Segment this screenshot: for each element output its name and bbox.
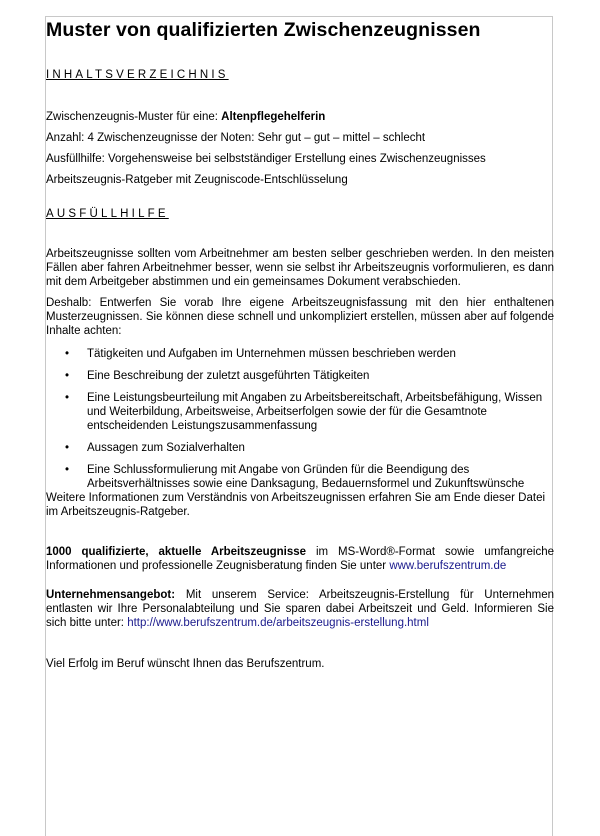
list-item (46, 347, 554, 361)
toc-line (46, 110, 554, 131)
list-item-text: Tätigkeiten und Aufgaben im Unternehmen müssen beschrieben werden (87, 348, 456, 360)
toc-line-text: Anzahl: 4 Zwischenzeugnisse der Noten: Sehr gut – gut – mittel – schlecht (46, 132, 426, 144)
company-text: Mit unserem Service: Arbeitszeugnis-Erstellung für Unternehmen entlasten wir Ihre Personalabteilung und Sie sparen dabei Arbeitszeit und Geld. Informieren Sie sich bitte unter: (46, 589, 554, 629)
bullet-icon: • (65, 464, 70, 476)
list-item-text: Eine Leistungsbeurteilung mit Angaben zu Arbeitsbereitschaft, Arbeitsbefähigung, Wissen und Weiterbildung, Arbeitsweise, Arbeitserfolgen sowie der für die Gesamtnote entscheidenden Leistungszusammenfassung (87, 392, 543, 432)
toc-line-text: Ausfüllhilfe: Vorgehensweise bei selbstständiger Erstellung eines Zwischenzeugnisses (46, 153, 486, 165)
toc-line-text: Arbeitszeugnis-Ratgeber mit Zeugniscode-Entschlüsselung (46, 174, 348, 186)
toc-line (46, 173, 554, 194)
toc-line-text: Zwischenzeugnis-Muster für eine: (46, 111, 222, 123)
promo-paragraph (46, 545, 554, 573)
company-paragraph (46, 588, 554, 630)
list-item-text: Eine Schlussformulierung mit Angabe von Gründen für die Beendigung des Arbeitsverhältnisses sowie eine Danksagung, Bedauernsformel und Zukunftswünsche (87, 464, 525, 490)
toc-list (46, 110, 554, 194)
bullet-icon: • (65, 348, 70, 360)
requirements-list (46, 347, 554, 491)
list-item (46, 463, 554, 491)
promo-text: im MS-Word®-Format sowie umfangreiche Informationen und professionelle Zeugnisberatung finden Sie unter (46, 546, 554, 572)
bullet-icon: • (65, 370, 70, 382)
bullet-icon: • (65, 392, 70, 404)
closing-line: Viel Erfolg im Beruf wünscht Ihnen das Berufszentrum. (46, 658, 325, 670)
toc-line (46, 152, 554, 173)
erstellung-link[interactable]: http://www.berufszentrum.de/arbeitszeugnis-erstellung.html (127, 617, 429, 629)
company-bold: Unternehmensangebot: (46, 589, 176, 601)
help-paragraph: Weitere Informationen zum Verständnis von Arbeitszeugnissen erfahren Sie am Ende dieser Datei im Arbeitszeugnis-Ratgeber. (46, 492, 546, 518)
berufszentrum-link[interactable]: www.berufszentrum.de (389, 560, 507, 572)
toc-line (46, 131, 554, 152)
list-item (46, 441, 554, 455)
promo-bold: 1000 qualifizierte, aktuelle Arbeitszeugnisse (46, 546, 307, 558)
help-heading: AUSFÜLLHILFE (46, 208, 169, 220)
help-paragraph: Deshalb: Entwerfen Sie vorab Ihre eigene Arbeitszeugnisfassung mit den hier enthaltenen Musterzeugnissen. Sie können diese schnell und unkompliziert erstellen, müssen aber auf folgende Inhalte achten: (46, 297, 554, 337)
list-item-text: Aussagen zum Sozialverhalten (87, 442, 245, 454)
list-item-text: Eine Beschreibung der zuletzt ausgeführten Tätigkeiten (87, 370, 370, 382)
bullet-icon: • (65, 442, 70, 454)
document-content (46, 18, 554, 671)
toc-heading: INHALTSVERZEICHNIS (46, 69, 229, 81)
list-item (46, 391, 554, 433)
toc-line-bold: Altenpflegehelferin (221, 111, 326, 123)
page-title: Muster von qualifizierten Zwischenzeugnissen (46, 19, 481, 41)
help-paragraph: Arbeitszeugnisse sollten vom Arbeitnehmer am besten selber geschrieben werden. In den meisten Fällen aber fahren Arbeitnehmer besser, wenn sie selbst ihr Arbeitszeugnis vorformulieren, es dann mit dem Arbeitgeber abstimmen und ein gemeinsames Dokument verabschieden. (46, 248, 554, 288)
list-item (46, 369, 554, 383)
